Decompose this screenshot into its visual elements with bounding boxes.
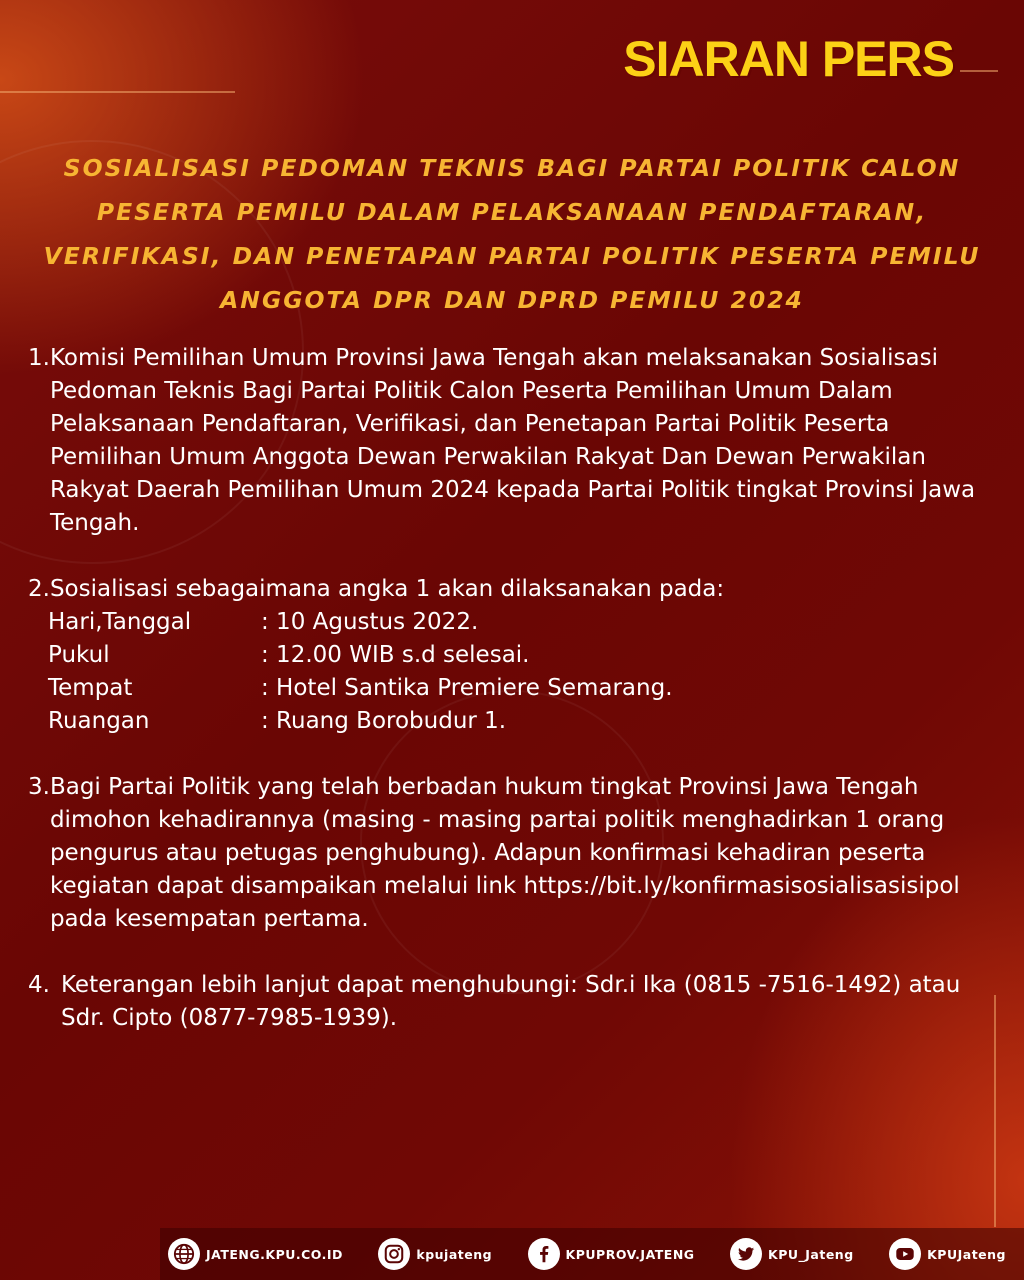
item-number: 2. — [28, 576, 50, 602]
schedule-value: : 12.00 WIB s.d selesai. — [261, 642, 530, 668]
social-label: KPUPROV.JATENG — [565, 1246, 695, 1262]
decorative-line-left — [0, 91, 235, 93]
social-label: JATENG.KPU.CO.ID — [206, 1246, 343, 1262]
social-footer — [160, 1228, 1024, 1280]
social-link-instagram[interactable] — [378, 1238, 492, 1270]
item-number: 1. — [28, 345, 50, 371]
social-label: kpujateng — [416, 1246, 493, 1262]
item-number: 4. — [28, 972, 58, 998]
press-release-badge: SIARAN PERS — [623, 31, 954, 87]
list-item — [28, 771, 993, 936]
social-label: KPUJateng — [927, 1246, 1006, 1262]
twitter-icon — [730, 1238, 762, 1270]
list-item — [28, 969, 993, 1035]
schedule-value: : 10 Agustus 2022. — [261, 609, 479, 635]
social-link-twitter[interactable] — [730, 1238, 854, 1270]
item-number: 3. — [28, 774, 50, 800]
press-release-body — [28, 342, 993, 1068]
item-text: Keterangan lebih lanjut dapat menghubungi: Sdr.i Ika (0815 -7516-1492) atau Sdr. Cipto (0877-7985-1939). — [61, 972, 961, 1031]
item-text: Sosialisasi sebagaimana angka 1 akan dilaksanakan pada: — [49, 576, 725, 602]
item-text: Komisi Pemilihan Umum Provinsi Jawa Tengah akan melaksanakan Sosialisasi Pedoman Teknis Bagi Partai Politik Calon Peserta Pemilihan Umum Dalam Pelaksanaan Pendaftaran, Verifikasi, dan Penetapan Partai Politik Peserta Pemilihan Umum Anggota Dewan Perwakilan Rakyat Dan Dewan Perwakilan Rakyat Daerah Pemilihan Umum 2024 kepada Partai Politik tingkat Provinsi Jawa Tengah. — [49, 345, 976, 536]
schedule-label: Tempat — [48, 675, 133, 701]
item-text: Bagi Partai Politik yang telah berbadan hukum tingkat Provinsi Jawa Tengah dimohon kehadirannya (masing - masing partai politik menghadirkan 1 orang pengurus atau petugas penghubung). Adapun konfirmasi kehadiran peserta kegiatan dapat disampaikan melalui link https://bit.ly/konfirmasisosialisasisipol pada kesempatan pertama. — [49, 774, 960, 932]
instagram-icon — [378, 1238, 410, 1270]
schedule-value: : Ruang Borobudur 1. — [261, 708, 507, 734]
schedule-label: Ruangan — [48, 708, 150, 734]
list-item — [28, 342, 993, 540]
globe-icon — [168, 1238, 200, 1270]
social-link-youtube[interactable] — [889, 1238, 1006, 1270]
facebook-icon — [528, 1238, 560, 1270]
social-link-website[interactable] — [168, 1238, 343, 1270]
schedule-row — [48, 672, 993, 705]
decorative-line-right — [960, 70, 998, 72]
social-link-facebook[interactable] — [528, 1238, 695, 1270]
schedule-row — [48, 705, 993, 738]
schedule-value: : Hotel Santika Premiere Semarang. — [261, 675, 673, 701]
schedule-row — [48, 606, 993, 639]
schedule-table — [28, 606, 993, 738]
youtube-icon — [889, 1238, 921, 1270]
social-label: KPU_Jateng — [768, 1246, 854, 1262]
decorative-line-bottom-right — [994, 995, 996, 1227]
schedule-row — [48, 639, 993, 672]
page-title: SOSIALISASI PEDOMAN TEKNIS BAGI PARTAI POLITIK CALON PESERTA PEMILU DALAM PELAKSANAAN PENDAFTARAN, VERIFIKASI, DAN PENETAPAN PARTAI POLITIK PESERTA PEMILU ANGGOTA DPR DAN DPRD PEMILU 2024 — [43, 154, 981, 314]
schedule-label: Hari,Tanggal — [48, 609, 192, 635]
schedule-label: Pukul — [48, 642, 110, 668]
list-item — [28, 573, 993, 738]
